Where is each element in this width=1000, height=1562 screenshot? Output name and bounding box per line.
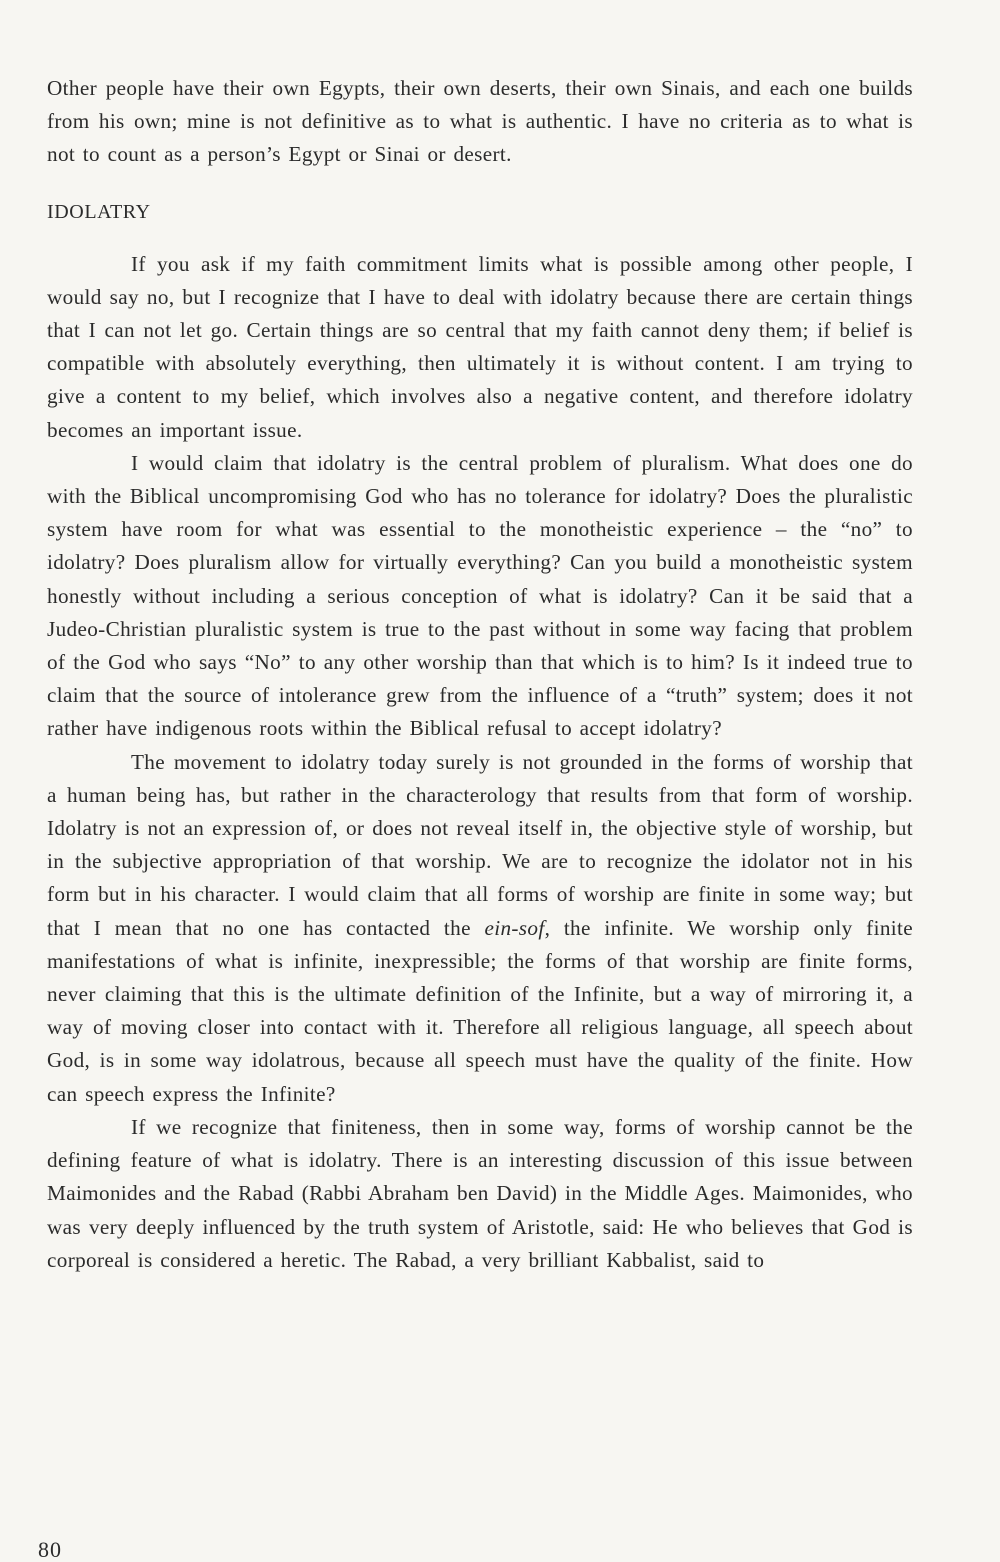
paragraph-text-after-term: , the infinite. We worship only finite manifestations of what is infinite, inexpressible; the forms of that worship are finite forms, never claiming that this is the ultimate definition of the Infinite, but a way of mirroring it, a way of moving closer into contact with it. Therefore all religious language, all speech about God, is in some way idolatrous, because all speech must have the quality of the finite. How can speech express the Infinite? xyxy=(47,915,913,1106)
paragraph-finiteness: If we recognize that finiteness, then in some way, forms of worship cannot be the defining feature of what is idolatry. There is an interesting discussion of this issue between Maimonides and the Rabad (Rabbi Abraham ben David) in the Middle Ages. Maimonides, who was very deeply influenced by the truth system of Aristotle, said: He who believes that God is corporeal is considered a heretic. The Rabad, a very brilliant Kabbalist, said to xyxy=(47,1114,913,1272)
paragraph-movement-to-idolatry xyxy=(47,746,913,1111)
italic-term-ein-sof: ein-sof xyxy=(484,915,545,940)
section-heading: IDOLATRY xyxy=(47,200,151,223)
paragraph-faith-commitment: If you ask if my faith commitment limits what is possible among other people, I would say no, but I recognize that I have to deal with idolatry because there are certain things that I can not let go. Certain things are so central that my faith cannot deny them; if belief is compatible with absolutely everything, then ultimately it is without content. I am trying to give a content to my belief, which involves also a negative content, and therefore idolatry becomes an important issue. xyxy=(47,251,913,442)
page-body xyxy=(47,72,913,1277)
paragraph-idolatry-pluralism: I would claim that idolatry is the central problem of pluralism. What does one do with the Biblical uncompromising God who has no tolerance for idolatry? Does the pluralistic system have room for what was essential to the monotheistic experience – the “no” to idolatry? Does pluralism allow for virtually everything? Can you build a monotheistic system honestly without including a serious conception of what is idolatry? Can it be said that a Judeo-Christian pluralistic system is true to the past without in some way facing that problem of the God who says “No” to any other worship than that which is to him? Is it indeed true to claim that the source of intolerance grew from the influence of a “truth” system; does it not rather have indigenous roots within the Biblical refusal to accept idolatry? xyxy=(47,450,913,741)
page-number: 80 xyxy=(38,1537,62,1562)
intro-paragraph: Other people have their own Egypts, their own deserts, their own Sinais, and each one builds from his own; mine is not definitive as to what is authentic. I have no criteria as to what is not to count as a person’s Egypt or Sinai or desert. xyxy=(47,76,913,167)
paragraph-text-before-term: The movement to idolatry today surely is not grounded in the forms of worship that a human being has, but rather in the characterology that results from that form of worship. Idolatry is not an expression of, or does not reveal itself in, the objective style of worship, but in the subjective appropriation of that worship. We are to recognize the idolator not in his form but in his character. I would claim that all forms of worship are finite in some way; but that I mean that no one has contacted the xyxy=(47,749,913,940)
